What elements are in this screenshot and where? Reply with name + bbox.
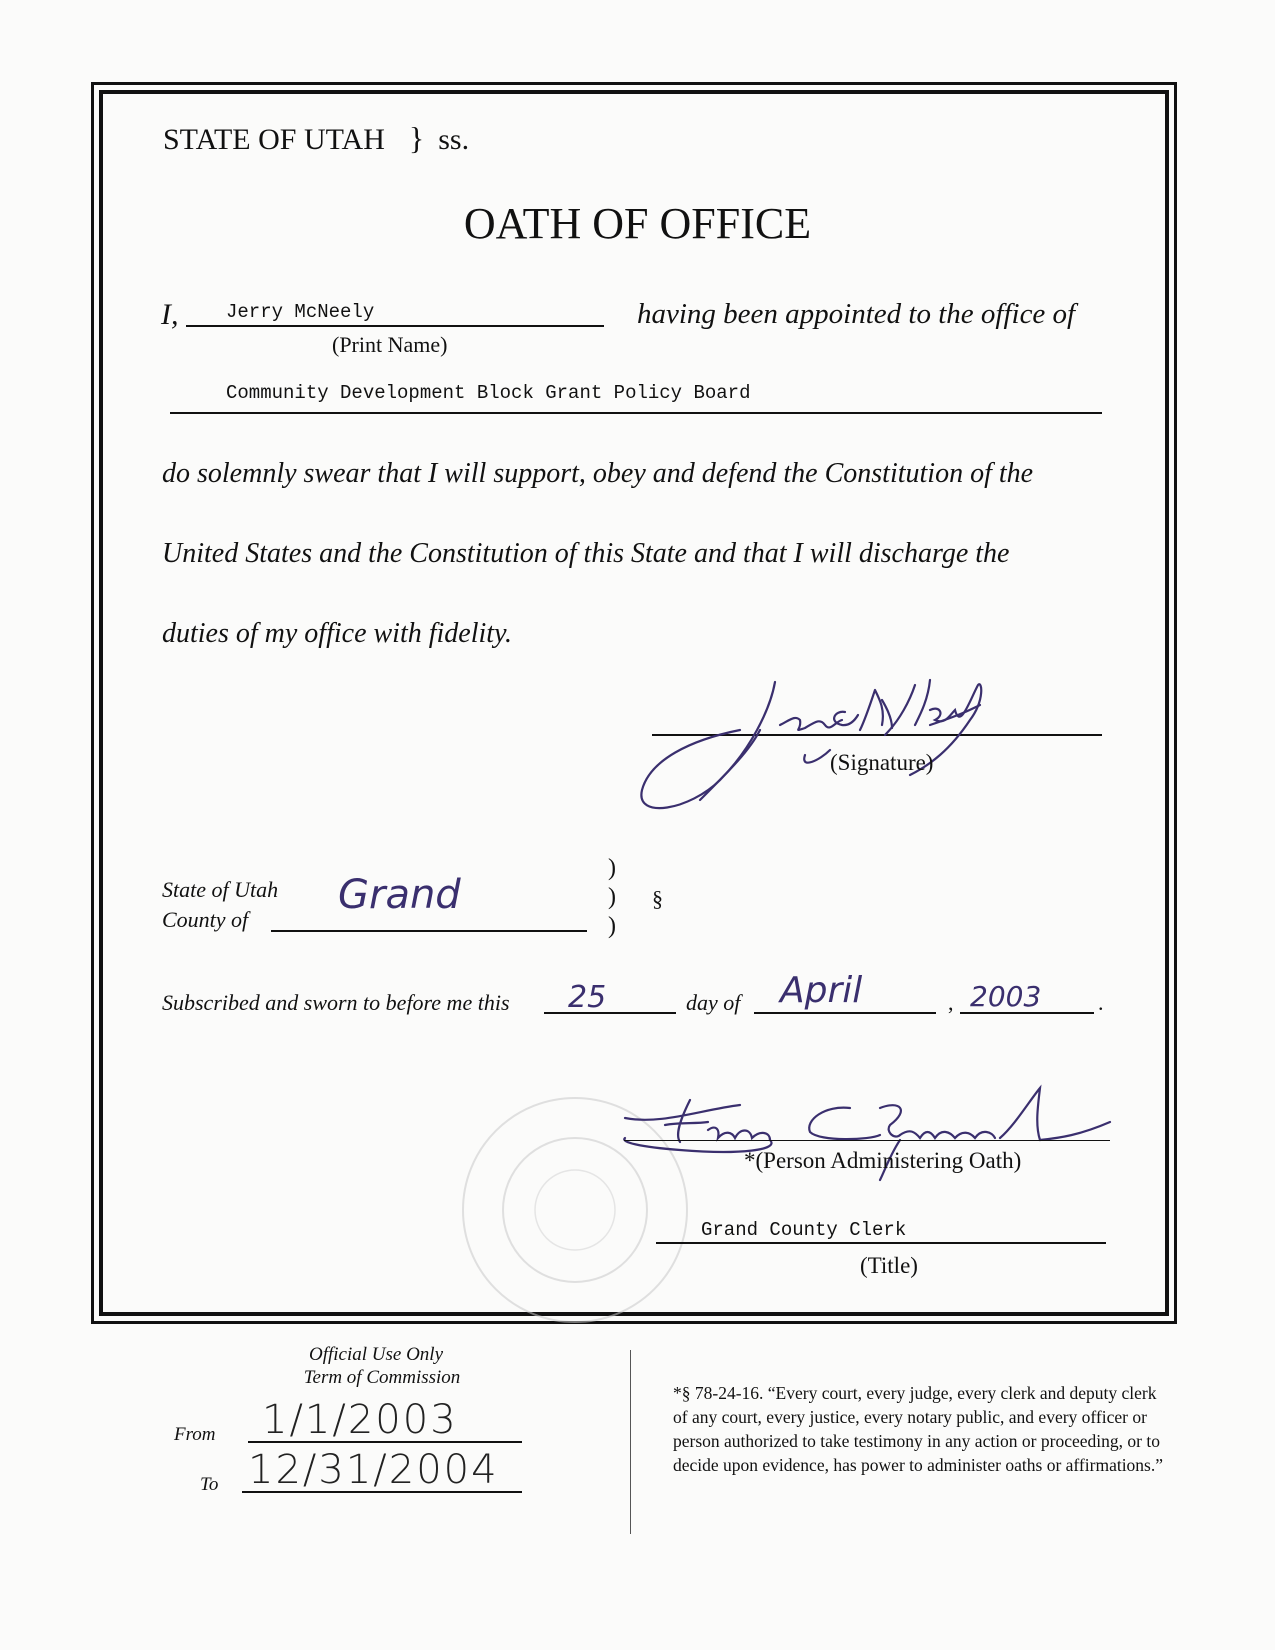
oath-line-1: do solemnly swear that I will support, obey and defend the Constitution of the bbox=[162, 458, 1034, 489]
paren-2: ) bbox=[608, 884, 616, 910]
county-line bbox=[271, 930, 587, 932]
oath-line-3: duties of my office with fidelity. bbox=[162, 618, 512, 649]
i-mark: I, bbox=[161, 298, 179, 331]
document-title: OATH OF OFFICE bbox=[463, 199, 812, 248]
signature-image bbox=[630, 670, 1090, 820]
print-name-caption: (Print Name) bbox=[332, 332, 448, 357]
term-of-commission: Term of Commission bbox=[303, 1367, 461, 1388]
paren-3: ) bbox=[608, 913, 616, 939]
brace-mark: } bbox=[408, 120, 425, 156]
day-value: 25 bbox=[568, 980, 607, 1015]
comma-mark: , bbox=[948, 990, 954, 1015]
office-value: Community Development Block Grant Policy Board bbox=[226, 382, 751, 404]
official-use-heading: Official Use Only bbox=[308, 1344, 444, 1365]
to-line bbox=[242, 1491, 522, 1493]
year-value: 2003 bbox=[970, 980, 1042, 1013]
print-name-line bbox=[186, 325, 604, 327]
statute-note: *§ 78-24-16. “Every court, every judge, every clerk and deputy clerk of any court, every justice, every notary public, and every officer or person authorized to take testimony in any action or proceeding, or to decide upon evidence, has power to administer oaths or affirmations.” bbox=[673, 1383, 1164, 1475]
print-name-value: Jerry McNeely bbox=[226, 301, 375, 323]
county-value: Grand bbox=[338, 872, 461, 918]
office-line bbox=[170, 412, 1102, 414]
to-label: To bbox=[200, 1474, 219, 1495]
from-value: 1/1/2003 bbox=[262, 1397, 458, 1443]
state-name: STATE OF UTAH bbox=[163, 123, 385, 156]
vertical-divider bbox=[630, 1350, 631, 1534]
appointed-text: having been appointed to the office of bbox=[637, 298, 1076, 330]
ss-mark: ss. bbox=[438, 123, 470, 156]
oath-line-2: United States and the Constitution of this State and that I will discharge the bbox=[162, 538, 1010, 569]
period-mark: . bbox=[1098, 990, 1104, 1015]
county-label: County of bbox=[162, 907, 249, 932]
administrator-line bbox=[624, 1140, 1110, 1141]
administrator-caption: *(Person Administering Oath) bbox=[744, 1148, 1022, 1173]
signature-caption: (Signature) bbox=[830, 750, 934, 775]
title-value: Grand County Clerk bbox=[701, 1219, 907, 1241]
day-line bbox=[544, 1012, 676, 1014]
to-value: 12/31/2004 bbox=[248, 1447, 499, 1493]
sworn-label: Subscribed and sworn to before me this bbox=[162, 990, 510, 1015]
title-line bbox=[656, 1242, 1106, 1244]
month-value: April bbox=[780, 970, 863, 1011]
from-line bbox=[248, 1441, 522, 1443]
paren-1: ) bbox=[608, 855, 616, 881]
title-caption: (Title) bbox=[860, 1253, 918, 1278]
day-of-label: day of bbox=[686, 990, 741, 1015]
month-line bbox=[754, 1012, 936, 1014]
state-header bbox=[163, 120, 469, 157]
state-label: State of Utah bbox=[162, 877, 279, 902]
from-label: From bbox=[174, 1424, 216, 1445]
section-mark: § bbox=[652, 886, 663, 911]
